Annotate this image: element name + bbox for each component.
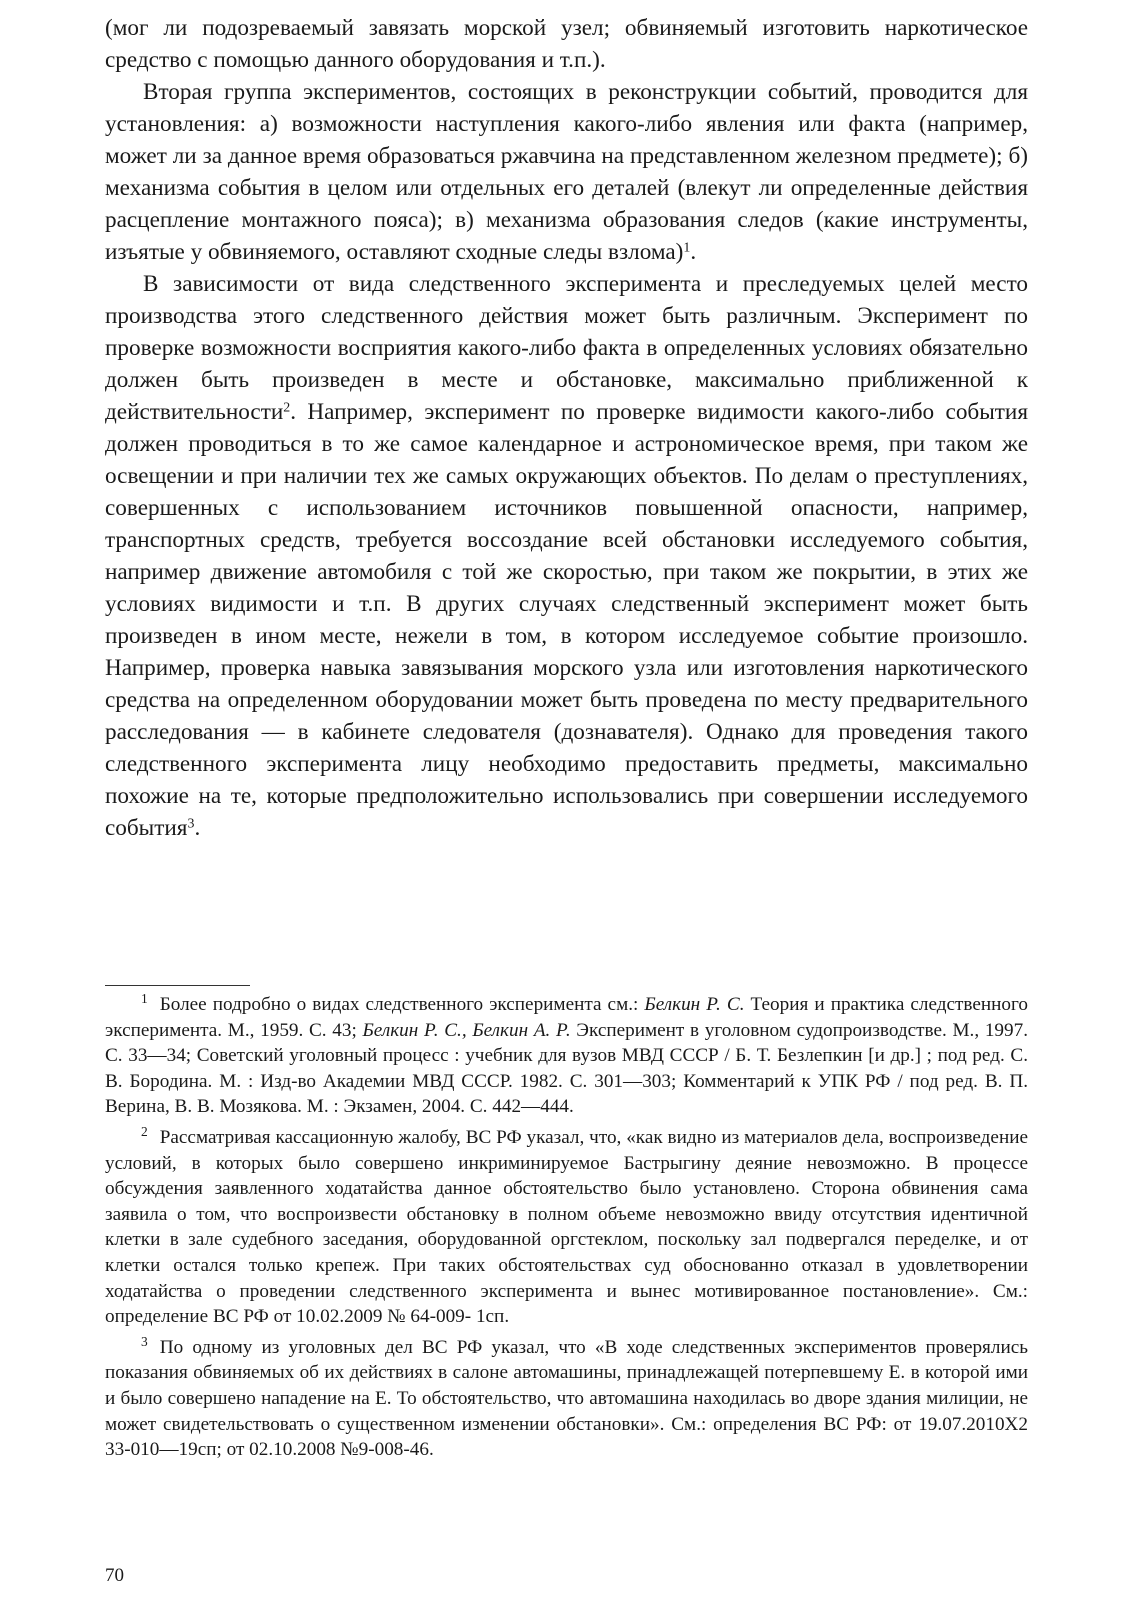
- footnote-ref-2[interactable]: 2: [283, 400, 291, 416]
- author-name: Белкин Р. С., Белкин А. Р.: [362, 1019, 571, 1041]
- footnote-number: 3: [141, 1334, 148, 1349]
- footnote-2: $^2$ Рассматривая кассационную жалобу, ВС РФ указал, что, «как видно из материалов дела, воспроизведение условий, в которых было совершено инкриминируемое Бастрыгину деяние невозможно. В процессе обсуждения заявленного ходатайства данное обстоятельство было установлено. Сторона обвинения сама заявила о том, что воспроизвести обстановку в полном объеме невозможно ввиду отсутствия идентичной клетки в зале судебного заседания, оборудованной оргстеклом, поскольку зал подвергался переделке, и от клетки остался только крепеж. При таких обстоятельствах суд обоснованно отказал в удовлетворении ходатайства о проведении следственного эксперимента и вынес мотивированное постановление». См.: определение ВС РФ от 10.02.2009 № 64-009- 1сп.: [105, 1124, 1028, 1328]
- footnote-number: 2: [141, 1124, 148, 1140]
- footnote-ref-1[interactable]: 1: [683, 240, 691, 256]
- footnote-number: 1: [141, 991, 148, 1007]
- paragraph-3: В зависимости от вида следственного эксперимента и преследуемых целей место производства этого следственного действия может быть различным. Эксперимент по проверке возможности восприятия какого-либо факта в определенных условиях обязательно должен быть произведен в месте и обстановке, максимально приближенной к действительности$^2$. Например, эксперимент по проверке видимости какого-либо события должен проводиться в то же самое календарное и астрономическое время, при таком же освещении и при наличии тех же самых окружающих объектов. По делам о преступлениях, совершенных с использованием источников повышенной опасности, например, транспортных средств, требуется воссоздание всей обстановки исследуемого события, например движение автомобиля с той же скоростью, при таком же покрытии, в этих же условиях видимости и т.п. В других случаях следственный эксперимент может быть произведен в ином месте, нежели в том, в котором исследуемое событие произошло. Например, проверка навыка завязывания морского узла или изготовления наркотического средства на определенном оборудовании может быть проведена по месту предварительного расследования — в кабинете следователя (дознавателя). Однако для проведения такого следственного эксперимента лицу необходимо предоставить предметы, максимально похожие на те, которые предположительно использовались при совершении исследуемого события$^3$.: [105, 271, 1028, 841]
- main-text: [105, 12, 1028, 844]
- footnote-3: $^3$ По одному из уголовных дел ВС РФ указал, что «В ходе следственных экспериментов проверялись показания обвиняемых об их действиях в салоне автомашины, принадлежащей потерпевшему Е. в которой ими и было совершено нападение на Е. То обстоятельство, что автомашина находилась во дворе здания милиции, не может свидетельствовать о существенном изменении обстановки». См.: определения ВС РФ: от 19.07.2010Х2 33-010—19сп; от 02.10.2008 №9-008-46.: [105, 1334, 1028, 1461]
- footnote-1: $^1$ Более подробно о видах следственного эксперимента см.: Белкин Р. С. Теория и практика следственного эксперимента. М., 1959. С. 43; Белкин Р. С., Белкин А. Р. Эксперимент в уголовном судопроизводстве. М., 1997. С. 33—34; Советский уголовный процесс : учебник для вузов МВД СССР / Б. Т. Безлепкин [и др.] ; под ред. С. В. Бородина. М. : Изд-во Академии МВД СССР. 1982. С. 301—303; Комментарий к УПК РФ / под ред. В. П. Верина, В. В. Мозякова. М. : Экзамен, 2004. С. 442—444.: [105, 991, 1028, 1118]
- footnotes: [105, 992, 1028, 1468]
- author-name: Белкин Р. С.: [644, 994, 745, 1015]
- footnote-ref-3[interactable]: 3: [187, 816, 195, 832]
- paragraph-2: Вторая группа экспериментов, состоящих в реконструкции событий, проводится для установления: а) возможности наступления какого-либо явления или факта (например, может ли за данное время образоваться ржавчина на представленном железном предмете); б) механизма события в целом или отдельных его деталей (влекут ли определенные действия расцепление монтажного пояса); в) механизма образования следов (какие инструменты, изъятые у обвиняемого, оставляют сходные следы взлома)$^1$.: [105, 79, 1028, 265]
- footnote-separator: [105, 985, 250, 986]
- paragraph-1: (мог ли подозреваемый завязать морской узел; обвиняемый изготовить наркотическое средство с помощью данного оборудования и т.п.).: [105, 15, 1028, 73]
- page-number: 70: [105, 1565, 124, 1586]
